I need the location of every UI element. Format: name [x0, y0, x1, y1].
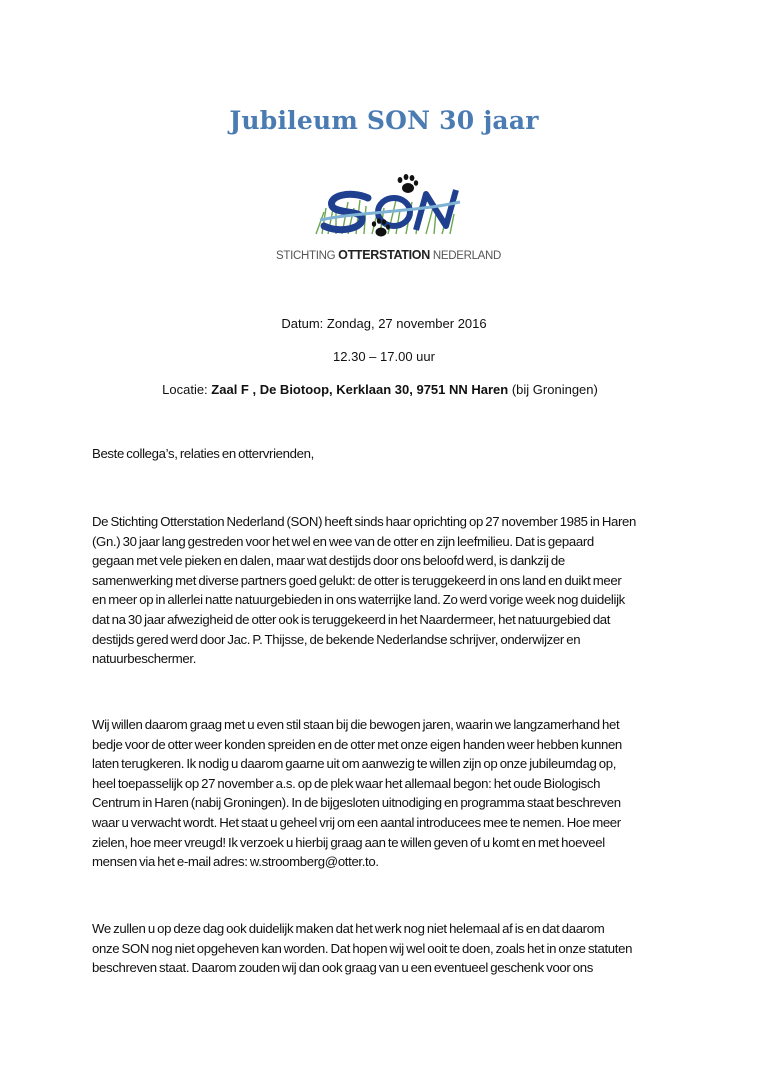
paragraph-line: De Stichting Otterstation Nederland (SON) heeft sinds haar oprichting op 27 november 1985 in Haren	[92, 514, 636, 529]
son-logo	[276, 172, 502, 266]
paragraph-line: Wij willen daarom graag met u even stil staan bij die bewogen jaren, waarin we langzamerhand het	[92, 717, 620, 732]
paragraph-line: samenwerking met diverse partners goed gelukt: de otter is teruggekeerd in ons land en duikt meer	[92, 572, 622, 588]
paragraph-line: (Gn.) 30 jaar lang gestreden voor het wel en wee van de otter en zijn leefmilieu. Dat is gepaard	[92, 533, 594, 549]
logo-caption-suffix: NEDERLAND	[429, 250, 502, 262]
salutation	[92, 444, 682, 464]
location-address: Zaal F , De Biotoop, Kerklaan 30, 9751 NN Haren	[211, 382, 509, 397]
paragraph-line: gegaan met vele pieken en dalen, maar wat destijds door ons beloofd werd, is dankzij de	[92, 553, 565, 569]
paragraph-2	[92, 715, 682, 872]
paragraph-line: dat na 30 jaar afwezigheid de otter ook is teruggekeerd in het Naardermeer, het natuurgebied dat	[92, 611, 611, 627]
location-label: Locatie:	[162, 382, 212, 397]
document-title: Jubileum SON 30 jaar	[229, 106, 539, 135]
paragraph-line: beschreven staat. Daarom zouden wij dan ook graag van u een eventueel geschenk voor ons	[92, 960, 593, 976]
paragraph-line: heel toepasselijk op 27 november a.s. op de plek waar het allemaal begon: het oude Biologisch	[92, 775, 601, 791]
event-date: Datum: Zondag, 27 november 2016	[281, 316, 487, 331]
paragraph-line: onze SON nog niet opgeheven kan worden. Dat hopen wij wel ooit te doen, zoals het in onze statuten	[92, 940, 633, 956]
paragraph-line: bedje voor de otter weer konden spreiden en de otter met onze eigen handen weer hebben kunnen	[92, 736, 622, 752]
event-location	[0, 382, 764, 398]
logo-caption-prefix: STICHTING	[276, 250, 339, 262]
location-suffix: (bij Groningen)	[508, 382, 598, 397]
paragraph-1	[92, 512, 682, 669]
son-letters-mark	[320, 190, 460, 230]
paragraph-line: mensen via het e-mail adres: w.stroomberg@otter.to.	[92, 854, 379, 870]
paragraph-line: natuurbeschermer.	[92, 651, 197, 667]
paragraph-line: destijds gered werd door Jac. P. Thijsse, de bekende Nederlandse schrijver, onderwijzer en	[92, 631, 581, 647]
paragraph-line: Centrum in Haren (nabij Groningen). In de bijgesloten uitnodiging en programma staat beschreven	[92, 795, 621, 811]
paragraph-line: laten terugkeren. Ik nodig u daarom gaarne uit om aanwezig te willen zijn op onze jubileumdag op,	[92, 756, 617, 772]
logo-caption	[276, 248, 502, 262]
son-logo-graphic	[276, 172, 492, 248]
paragraph-line: We zullen u op deze dag ook duidelijk maken dat het werk nog niet helemaal af is en dat daarom	[92, 921, 605, 936]
event-time: 12.30 – 17.00 uur	[333, 349, 435, 364]
salutation-line: Beste collega’s, relaties en ottervrienden,	[92, 446, 314, 461]
paragraph-line: zielen, hoe meer vreugd! Ik verzoek u hierbij graag aan te willen geven of u komt en met hoeveel	[92, 834, 605, 850]
paragraph-line: waar u verwacht wordt. Het staat u geheel vrij om een aantal introducees mee te nemen. Hoe meer	[92, 814, 621, 830]
logo-caption-bold: OTTERSTATION	[338, 248, 430, 262]
paragraph-3	[92, 919, 682, 978]
paragraph-line: en meer op in allerlei natte natuurgebieden in ons waterrijke land. Zo werd vorige week nog duidelijk	[92, 592, 625, 608]
